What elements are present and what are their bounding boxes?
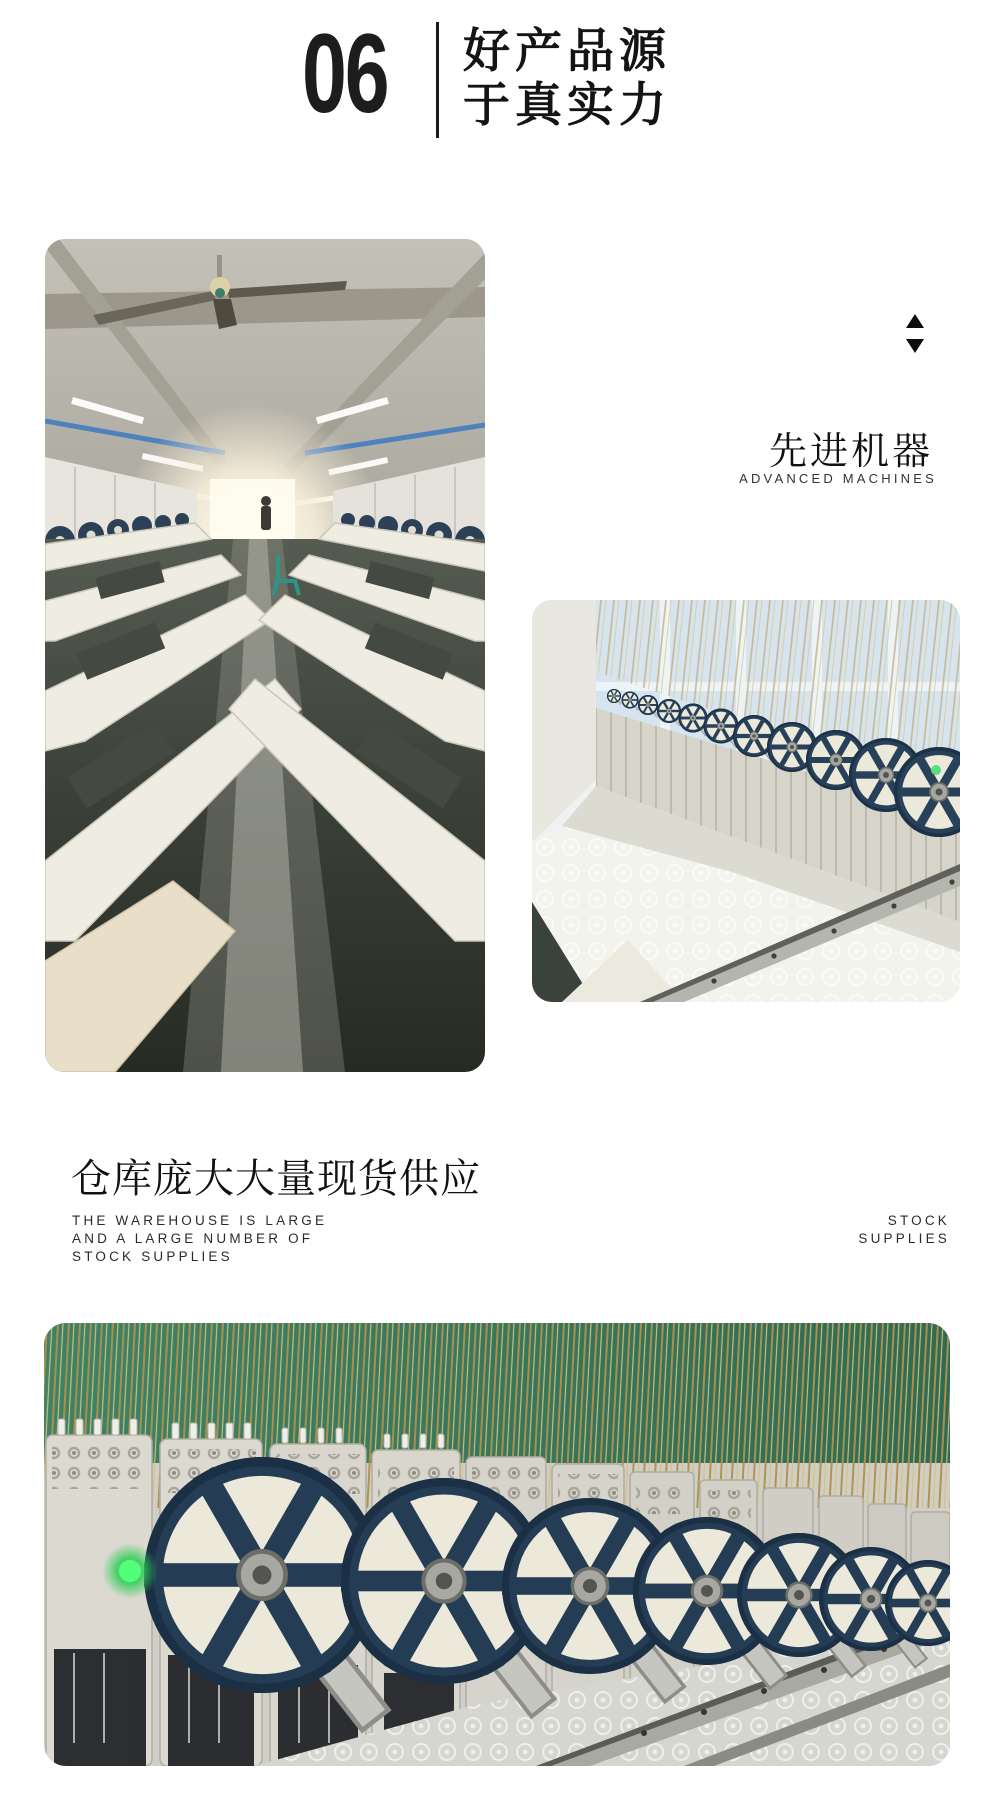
- stock-machines-photo: [44, 1323, 950, 1766]
- person-silhouette: [261, 496, 271, 530]
- warehouse-title: 仓库庞大大量现货供应: [71, 1156, 481, 1202]
- page-title-line1: 好产品源: [463, 24, 671, 77]
- embroidery-machines-photo: [532, 600, 960, 1002]
- factory-aisle-photo: [45, 239, 485, 1072]
- green-led: [102, 1543, 158, 1599]
- page-title-line2: 于真实力: [463, 78, 671, 131]
- stock-supplies-line2: SUPPLIES: [858, 1231, 950, 1246]
- warehouse-subtitle: [72, 1212, 327, 1266]
- header-divider: [436, 22, 439, 138]
- up-down-triangles-icon: [905, 314, 925, 353]
- page-title: [463, 24, 671, 132]
- warehouse-subtitle-line3: STOCK SUPPLIES: [72, 1249, 233, 1264]
- stock-supplies-label: [858, 1212, 950, 1248]
- section-number: 06: [302, 11, 388, 136]
- advanced-machines-title: 先进机器: [768, 429, 933, 473]
- triangle-up-icon: [906, 314, 924, 328]
- triangle-down-icon: [906, 339, 924, 353]
- warehouse-subtitle-line2: AND A LARGE NUMBER OF: [72, 1231, 314, 1246]
- warehouse-subtitle-line1: THE WAREHOUSE IS LARGE: [72, 1213, 328, 1228]
- advanced-machines-subtitle: ADVANCED MACHINES: [739, 471, 937, 486]
- stock-supplies-line1: STOCK: [887, 1213, 950, 1228]
